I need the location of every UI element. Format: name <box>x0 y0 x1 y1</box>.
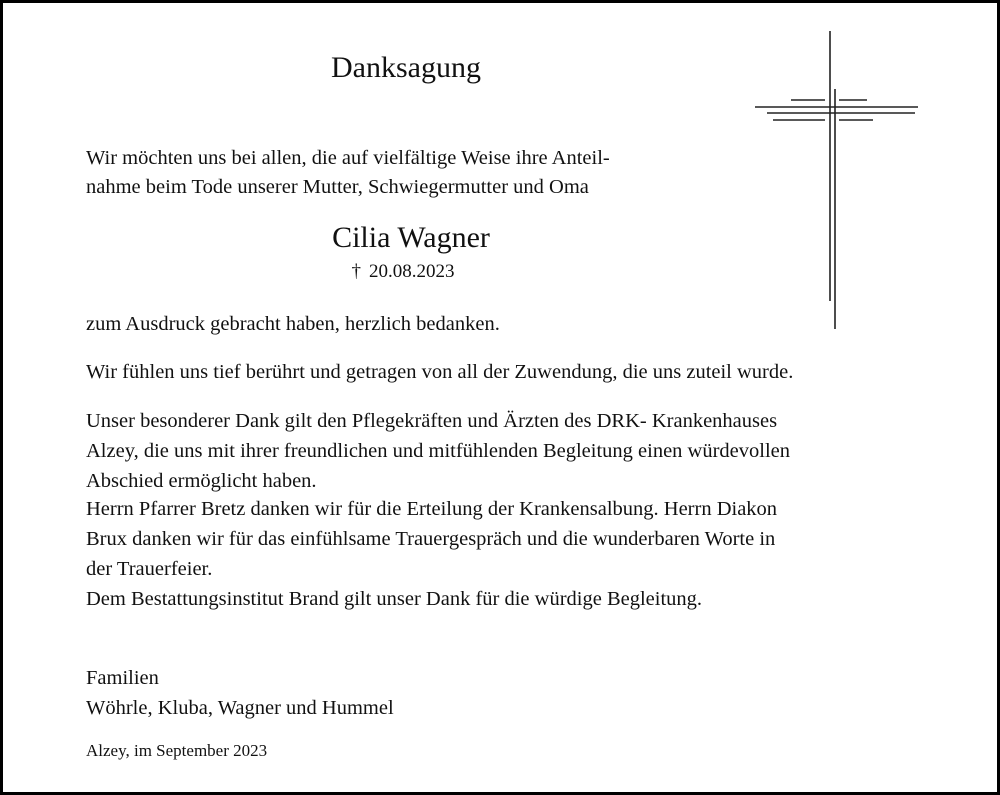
paragraph-2: Wir fühlen uns tief berührt und getragen von all der Zuwendung, die uns zuteil wurde. <box>86 361 794 383</box>
place-date: Alzey, im September 2023 <box>86 741 268 760</box>
deceased-name: Cilia Wagner <box>332 221 490 254</box>
intro-line-1: Wir möchten uns bei allen, die auf vielfältige Weise ihre Anteil- <box>86 147 610 169</box>
paragraph-3-line-7: Dem Bestattungsinstitut Brand gilt unser Dank für die würdige Begleitung. <box>86 588 703 610</box>
paragraph-3-line-6: der Trauerfeier. <box>86 558 213 580</box>
intro-line-2: nahme beim Tode unserer Mutter, Schwiegermutter und Oma <box>86 176 589 198</box>
page-title: Danksagung <box>331 51 481 84</box>
cross-icon <box>753 29 923 331</box>
death-date: 20.08.2023 <box>369 261 455 282</box>
signature-names: Wöhrle, Kluba, Wagner und Hummel <box>86 697 394 719</box>
paragraph-3-line-5: Brux danken wir für das einfühlsame Trauergespräch und die wunderbaren Worte in <box>86 528 776 550</box>
paragraph-3-line-2: Alzey, die uns mit ihrer freundlichen und mitfühlenden Begleitung einen würdevollen <box>86 440 791 462</box>
death-date-line <box>3 261 803 283</box>
paragraph-3-line-3: Abschied ermöglicht haben. <box>86 470 317 492</box>
paragraph-3-line-1: Unser besonderer Dank gilt den Pflegekräften und Ärzten des DRK- Krankenhauses <box>86 410 778 432</box>
paragraph-3-line-4: Herrn Pfarrer Bretz danken wir für die Erteilung der Krankensalbung. Herrn Diakon <box>86 498 778 520</box>
closing-line: zum Ausdruck gebracht haben, herzlich bedanken. <box>86 313 500 335</box>
signature-families: Familien <box>86 667 159 689</box>
dagger-icon: † <box>351 261 361 282</box>
